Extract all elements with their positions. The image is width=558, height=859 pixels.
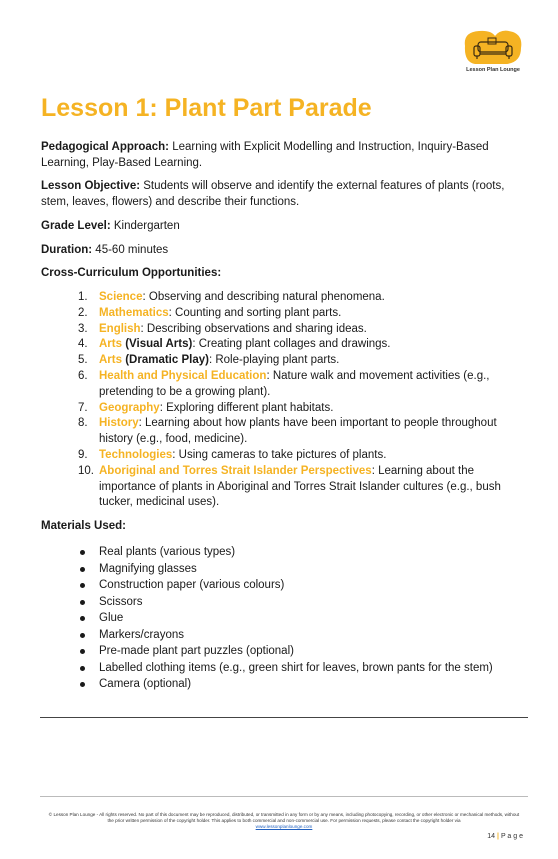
- subject-description: : Using cameras to take pictures of plants.: [172, 448, 387, 461]
- subject-name: English: [99, 322, 141, 335]
- material-item: [78, 544, 518, 561]
- subject-name: Arts: [99, 338, 123, 351]
- sofa-logo-icon: [461, 28, 525, 68]
- item-number: 1.: [78, 291, 88, 303]
- website-link[interactable]: www.lessonplanlounge.com: [255, 824, 313, 829]
- subject-description: : Exploring different plant habitats.: [159, 401, 334, 414]
- material-text: Camera (optional): [99, 678, 192, 690]
- subject-name: Aboriginal and Torres Strait Islander Perspectives: [99, 464, 372, 477]
- subject-name: Mathematics: [99, 306, 169, 319]
- cross-curriculum-list: [78, 290, 518, 511]
- lesson-title: Lesson 1: Plant Part Parade: [41, 94, 372, 122]
- bullet-icon: [80, 600, 85, 605]
- item-number: 10.: [78, 464, 94, 477]
- subject-description: : Describing observations and sharing ideas.: [140, 322, 367, 335]
- subject-name: Health and Physical Education: [99, 369, 267, 382]
- material-text: Pre-made plant part puzzles (optional): [99, 645, 294, 657]
- cross-curriculum-item: [78, 401, 518, 417]
- lesson-objective-label: Lesson Objective:: [41, 180, 141, 192]
- item-number: 2.: [78, 306, 88, 319]
- copyright-notice: [45, 812, 523, 830]
- page-number: [487, 833, 523, 840]
- item-number: 4.: [78, 338, 88, 351]
- page-label: P a g e: [500, 833, 523, 840]
- subject-description: : Creating plant collages and drawings.: [192, 338, 391, 351]
- content-divider: [40, 717, 528, 718]
- subject-name: Technologies: [99, 448, 173, 461]
- cross-curriculum-item: [78, 416, 518, 448]
- material-item: [78, 676, 518, 693]
- bullet-icon: [80, 666, 85, 671]
- material-text: Markers/crayons: [99, 628, 184, 641]
- pedagogical-approach-text: Learning with Explicit Modelling and Instruction, Inquiry-Based Learning, Play-Based Learning.: [41, 141, 489, 169]
- lesson-objective-text: Students will observe and identify the external features of plants (roots, stem, leaves, flowers) and describe their functions.: [41, 180, 505, 208]
- subject-name: History: [99, 417, 139, 430]
- cross-curriculum-item: [78, 448, 518, 464]
- material-text: Labelled clothing items (e.g., green shirt for leaves, brown pants for the stem): [99, 661, 493, 674]
- material-text: Construction paper (various colours): [99, 579, 285, 591]
- cross-curriculum-item: [78, 337, 518, 353]
- subject-description: : Counting and sorting plant parts.: [168, 306, 342, 319]
- subject-description: : Nature walk and movement activities (e.g., pretending to be a growing plant).: [99, 369, 490, 398]
- pedagogical-approach: [41, 140, 511, 171]
- subject-description: : Learning about how plants have been important to people throughout history (e.g., food, medicine).: [99, 417, 497, 446]
- materials-heading: Materials Used:: [41, 520, 127, 532]
- subject-name: Science: [99, 291, 143, 303]
- subject-description: : Observing and describing natural phenomena.: [142, 291, 385, 303]
- bullet-icon: [80, 567, 85, 572]
- item-number: 7.: [78, 401, 88, 414]
- item-number: 9.: [78, 448, 88, 461]
- bullet-icon: [80, 633, 85, 638]
- material-item: [78, 594, 518, 611]
- cross-curriculum-item: [78, 290, 518, 306]
- copyright-text: © Lesson Plan Lounge - All rights reserved. No part of this document may be reproduced, distributed, or transmitted in any form or by any means, including photocopying, recording, or other electronic or mechanical methods, without the prior written permission of the copyright holder. This applies to both commercial and non-commercial use. For permission requests, please contact the copyright holder via: [48, 812, 520, 823]
- bullet-icon: [80, 682, 85, 687]
- grade-level-text: Kindergarten: [110, 220, 180, 232]
- material-item: [78, 627, 518, 644]
- material-item: [78, 610, 518, 627]
- subject-name: Arts: [99, 354, 123, 367]
- item-number: 3.: [78, 322, 88, 335]
- duration: [41, 243, 511, 259]
- cross-curriculum-item: [78, 322, 518, 338]
- bullet-icon: [80, 583, 85, 588]
- material-text: Glue: [99, 612, 124, 624]
- cross-curriculum-item: [78, 306, 518, 322]
- subject-subtype: (Visual Arts): [122, 338, 193, 351]
- cross-curriculum-item: [78, 353, 518, 369]
- material-item: [78, 577, 518, 594]
- subject-name: Geography: [99, 401, 160, 414]
- material-text: Magnifying glasses: [99, 562, 197, 575]
- material-item: [78, 643, 518, 660]
- duration-text: 45-60 minutes: [92, 244, 169, 256]
- item-number: 6.: [78, 369, 88, 382]
- material-text: Real plants (various types): [99, 546, 236, 558]
- item-number: 8.: [78, 417, 88, 430]
- subject-description: : Role-playing plant parts.: [208, 354, 340, 367]
- footer-divider: [40, 796, 528, 797]
- item-number: 5.: [78, 354, 88, 367]
- subject-subtype: (Dramatic Play): [122, 354, 209, 367]
- material-item: [78, 660, 518, 677]
- materials-list: [78, 544, 518, 693]
- bullet-icon: [80, 649, 85, 654]
- grade-level: [41, 219, 511, 235]
- pedagogical-approach-label: Pedagogical Approach:: [41, 141, 170, 153]
- grade-level-label: Grade Level:: [41, 220, 111, 232]
- logo-text: Lesson Plan Lounge: [466, 67, 520, 73]
- cross-curriculum-item: [78, 464, 518, 511]
- subject-description: : Learning about the importance of plants in Aboriginal and Torres Strait Islander cultures (e.g., bush tucker, medicinal uses).: [99, 464, 501, 509]
- page-separator: |: [497, 833, 499, 840]
- material-item: [78, 561, 518, 578]
- cross-curriculum-item: [78, 369, 518, 401]
- bullet-icon: [80, 616, 85, 621]
- lesson-plan-lounge-logo: [461, 28, 525, 78]
- material-text: Scissors: [99, 595, 143, 608]
- page-number-value: 14: [487, 833, 496, 840]
- lesson-objective: [41, 179, 511, 210]
- cross-curriculum-heading: Cross-Curriculum Opportunities:: [41, 267, 222, 279]
- duration-label: Duration:: [41, 244, 93, 256]
- bullet-icon: [80, 550, 85, 555]
